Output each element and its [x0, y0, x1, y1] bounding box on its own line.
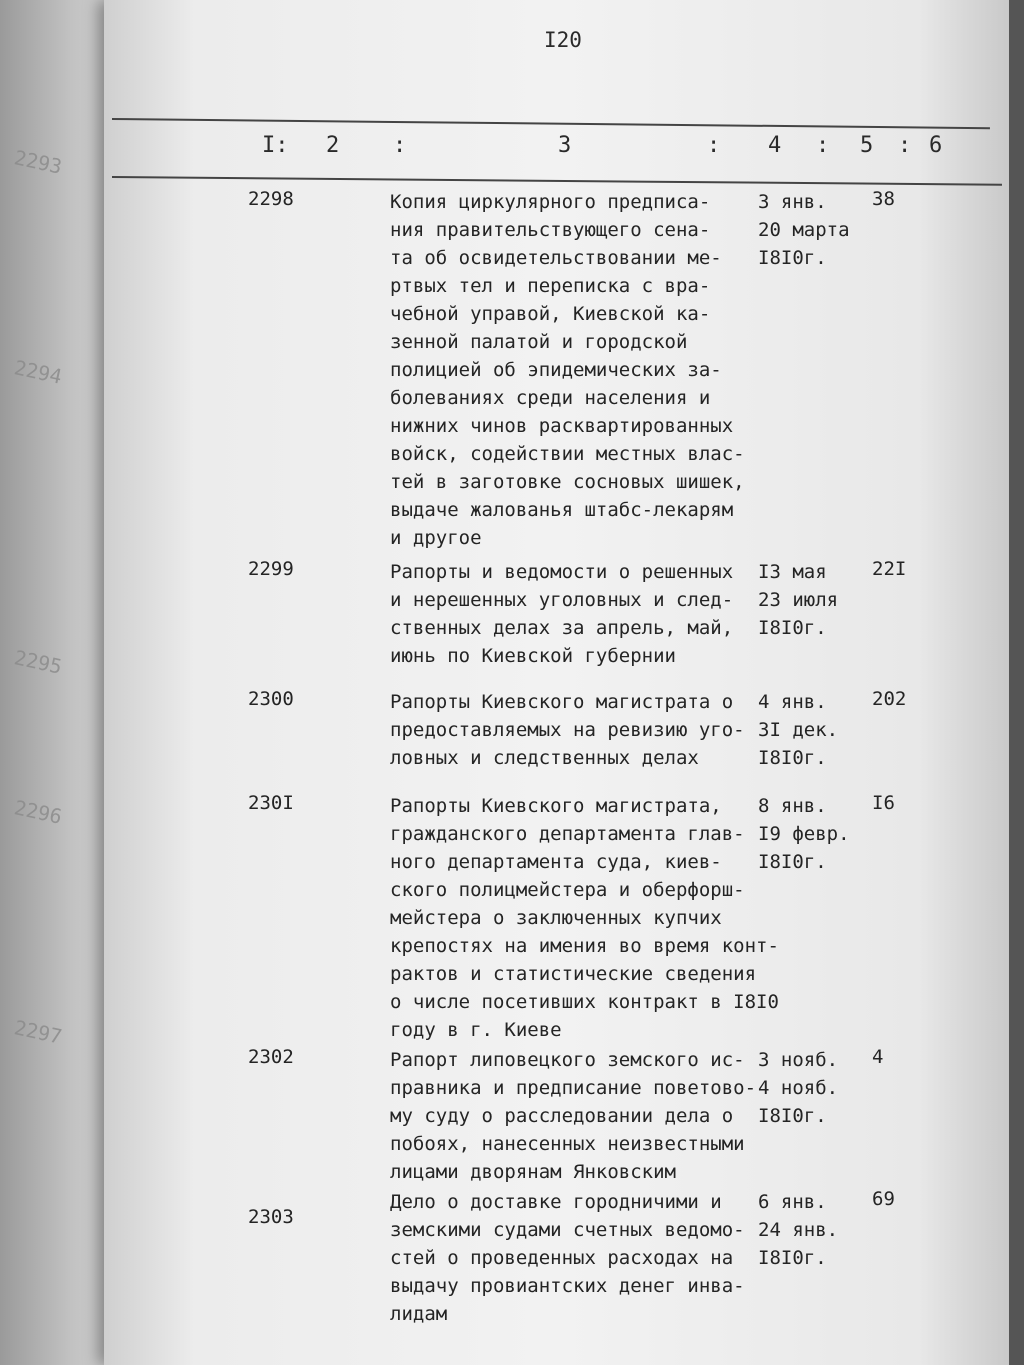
date-line: 23 июля — [758, 589, 839, 611]
item-dates — [758, 188, 868, 272]
description-line: нижних чинов расквартированных — [390, 415, 734, 437]
item-sheet-count: 22I — [872, 558, 907, 580]
description-line: зенной палатой и городской — [390, 331, 688, 353]
description-line: чебной управой, Киевской ка- — [390, 303, 711, 325]
item-description — [390, 558, 770, 670]
description-line: и нерешенных уголовных и след- — [390, 589, 734, 611]
description-line: стей о проведенных расходах на — [390, 1247, 734, 1269]
item-description — [390, 188, 770, 552]
date-line: I8I0г. — [758, 617, 827, 639]
item-sheet-count: I6 — [872, 792, 895, 814]
description-line: болеваниях среди населения и — [390, 387, 711, 409]
date-line: 24 янв. — [758, 1219, 839, 1241]
date-line: 8 янв. — [758, 795, 827, 817]
ghost-number: 2294 — [12, 355, 65, 389]
description-line: году в г. Киеве — [390, 1019, 562, 1041]
item-dates — [758, 1188, 868, 1272]
description-line: гражданского департамента глав- — [390, 823, 745, 845]
date-line: 6 янв. — [758, 1191, 827, 1213]
ghost-number: 2296 — [12, 795, 65, 829]
item-description — [390, 1046, 770, 1186]
item-dates — [758, 558, 868, 642]
description-line: Дело о доставке городничими и — [390, 1191, 722, 1213]
item-dates — [758, 1046, 868, 1130]
date-line: 4 янв. — [758, 691, 827, 713]
date-line: I8I0г. — [758, 1247, 827, 1269]
page-number: I20 — [544, 28, 582, 52]
description-line: лидам — [390, 1303, 448, 1325]
page-edge-shadow — [1009, 0, 1024, 1365]
description-line: Рапорты и ведомости о решенных — [390, 561, 734, 583]
description-line: ского полицмейстера и оберфорш- — [390, 879, 745, 901]
item-dates — [758, 792, 868, 876]
description-line: июнь по Киевской губернии — [390, 645, 676, 667]
description-line: земскими судами счетных ведомо- — [390, 1219, 745, 1241]
item-number: 2303 — [248, 1206, 294, 1228]
date-line: I8I0г. — [758, 851, 827, 873]
description-line: Рапорты Киевского магистрата о — [390, 691, 734, 713]
adjacent-page — [0, 0, 118, 1365]
item-number: 2300 — [248, 688, 294, 710]
ghost-number: 2297 — [12, 1015, 65, 1049]
description-line: полицией об эпидемических за- — [390, 359, 722, 381]
description-line: ного департамента суда, киев- — [390, 851, 722, 873]
date-line: 20 марта — [758, 219, 850, 241]
ghost-number: 2293 — [12, 145, 65, 179]
item-description — [390, 1188, 770, 1328]
item-sheet-count: 202 — [872, 688, 907, 710]
item-sheet-count: 69 — [872, 1188, 895, 1210]
description-line: Копия циркулярного предписа- — [390, 191, 711, 213]
description-line: мейстера о заключенных купчих — [390, 907, 722, 929]
column-header: 4 — [768, 133, 782, 158]
description-line: ния правительствующего сена- — [390, 219, 711, 241]
description-line: о числе посетивших контракт в I8I0 — [390, 991, 779, 1013]
column-header: : — [707, 133, 721, 158]
description-line: выдачу провиантских денег инва- — [390, 1275, 745, 1297]
item-description — [390, 688, 770, 772]
item-dates — [758, 688, 868, 772]
item-number: 2298 — [248, 188, 294, 210]
description-line: ственных делах за апрель, май, — [390, 617, 734, 639]
column-header: I: — [262, 133, 289, 158]
date-line: 3 янв. — [758, 191, 827, 213]
date-line: 4 нояб. — [758, 1077, 839, 1099]
description-line: рактов и статистические сведения — [390, 963, 757, 985]
description-line: выдаче жалованья штабс-лекарям — [390, 499, 734, 521]
date-line: I8I0г. — [758, 247, 827, 269]
date-line: I9 февр. — [758, 823, 850, 845]
column-header: 6 — [929, 133, 943, 158]
description-line: тей в заготовке сосновых шишек, — [390, 471, 745, 493]
description-line: лицами дворянам Янковским — [390, 1161, 676, 1183]
description-line: Рапорт липовецкого земского ис- — [390, 1049, 745, 1071]
description-line: предоставляемых на ревизию уго- — [390, 719, 745, 741]
column-header: 3 — [558, 133, 572, 158]
description-line: ртвых тел и переписка с вра- — [390, 275, 711, 297]
date-line: I8I0г. — [758, 747, 827, 769]
item-number: 230I — [248, 792, 294, 814]
date-line: I8I0г. — [758, 1105, 827, 1127]
description-line: ловных и следственных делах — [390, 747, 699, 769]
description-line: Рапорты Киевского магистрата, — [390, 795, 722, 817]
item-number: 2302 — [248, 1046, 294, 1068]
column-header: : — [898, 133, 912, 158]
item-description — [390, 792, 779, 1044]
item-sheet-count: 38 — [872, 188, 895, 210]
description-line: и другое — [390, 527, 482, 549]
date-line: 3I дек. — [758, 719, 839, 741]
date-line: I3 мая — [758, 561, 827, 583]
column-header: 2 — [326, 133, 340, 158]
item-sheet-count: 4 — [872, 1046, 884, 1068]
item-number: 2299 — [248, 558, 294, 580]
column-header: : — [393, 133, 407, 158]
column-header: 5 — [860, 133, 874, 158]
date-line: 3 нояб. — [758, 1049, 839, 1071]
description-line: правника и предписание поветово- — [390, 1077, 757, 1099]
description-line: му суду о расследовании дела о — [390, 1105, 734, 1127]
description-line: крепостях на имения во время конт- — [390, 935, 779, 957]
ghost-number: 2295 — [12, 645, 65, 679]
description-line: войск, содействии местных влас- — [390, 443, 745, 465]
column-header: : — [816, 133, 830, 158]
description-line: побоях, нанесенных неизвестными — [390, 1133, 745, 1155]
description-line: та об освидетельствовании ме- — [390, 247, 722, 269]
